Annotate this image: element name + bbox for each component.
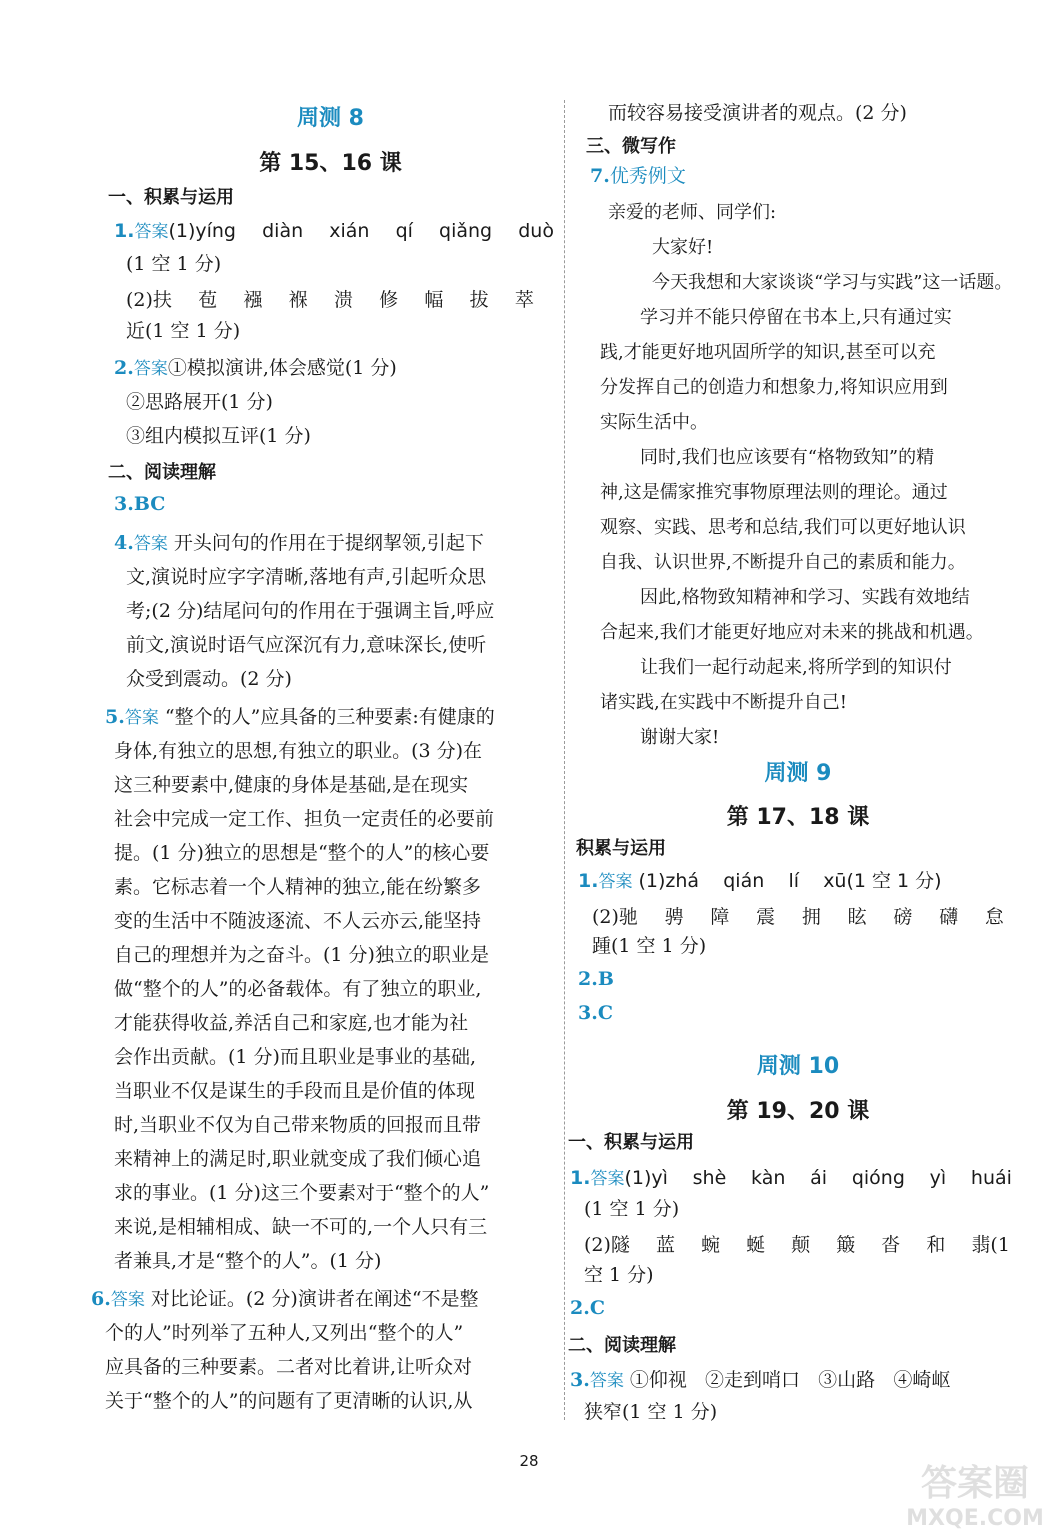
answer-tag: 答案 xyxy=(598,872,633,892)
essay-line: 亲爱的老师、同学们: xyxy=(608,202,777,223)
q5-line16: 来说,是相辅相成、缺一不可的,一个人只有三 xyxy=(114,1216,488,1238)
q5-line6: 素。它标志着一个人精神的独立,能在纷繁多 xyxy=(114,876,482,898)
q5-line10: 才能获得收益,养活自己和家庭,也才能为社 xyxy=(114,1012,469,1034)
q5-line9: 做“整个的人”的必备载体。有了独立的职业, xyxy=(114,978,482,1000)
q5-line11: 会作出贡献。(1 分)而且职业是事业的基础, xyxy=(114,1046,476,1068)
q5-line4: 社会中完成一定工作、担负一定责任的必要前 xyxy=(114,808,495,830)
q5-line1: 5.答案 “整个的人”应具备的三种要素:有健康的 xyxy=(105,706,495,728)
essay-line: 谢谢大家! xyxy=(640,727,720,748)
section-accumulation-9: 积累与运用 xyxy=(576,838,666,859)
q6-line2: 个的人”时列举了五种人,又列出“整个的人” xyxy=(105,1322,464,1344)
week-10-heading: 周测 10 xyxy=(756,1054,840,1079)
essay-line: 神,这是儒家推究事物原理法则的理论。通过 xyxy=(600,482,948,503)
w9-q1-line2: (2)驰 骋 障 震 拥 眩 磅 礴 怠 xyxy=(592,906,1004,928)
w10-q2-answer: 2.C xyxy=(570,1297,605,1319)
q1-line1: 1.答案(1)yíng diàn xián qí qiǎng duò xyxy=(114,220,554,242)
q5-line15: 求的事业。(1 分)这三个要素对于“整个的人” xyxy=(114,1182,490,1204)
q4-line5: 众受到震动。(2 分) xyxy=(126,668,292,690)
essay-line: 自我、认识世界,不断提升自己的素质和能力。 xyxy=(600,552,966,573)
q5-line13: 时,当职业不仅为自己带来物质的回报而且带 xyxy=(114,1114,482,1136)
q6-line3: 应具备的三种要素。二者对比着讲,让听众对 xyxy=(105,1356,473,1378)
section-accumulation: 一、积累与运用 xyxy=(108,187,234,208)
w9-q3-answer: 3.C xyxy=(578,1002,613,1024)
essay-line: 因此,格物致知精神和学习、实践有效地结 xyxy=(640,587,970,608)
essay-line: 践,才能更好地巩固所学的知识,甚至可以充 xyxy=(600,342,936,363)
q5-line8: 自己的理想并为之奋斗。(1 分)独立的职业是 xyxy=(114,944,489,966)
w10-q1-line3: (2)隧 蓝 蜿 蜒 颠 簸 沓 和 翡(1 xyxy=(584,1234,1010,1256)
essay-line: 合起来,我们才能更好地应对未来的挑战和机遇。 xyxy=(600,622,984,643)
answer-tag: 答案 xyxy=(133,534,168,554)
essay-line: 今天我想和大家谈谈“学习与实践”这一话题。 xyxy=(652,272,1013,293)
q2-line3: ③组内模拟互评(1 分) xyxy=(126,425,311,447)
q4-line4: 前文,演说时语气应深沉有力,意味深长,使听 xyxy=(126,634,487,656)
q2-line2: ②思路展开(1 分) xyxy=(126,391,273,413)
w9-q1-line3: 踵(1 空 1 分) xyxy=(592,935,707,957)
q6-line1: 6.答案 对比论证。(2 分)演讲者在阐述“不是整 xyxy=(91,1288,479,1310)
q5-line3: 这三种要素中,健康的身体是基础,是在现实 xyxy=(114,774,469,796)
watermark-text: 答案圈 xyxy=(920,1463,1030,1504)
q2-line1: 2.答案①模拟演讲,体会感觉(1 分) xyxy=(114,357,397,379)
w10-q1-line1: 1.答案(1)yì shè kàn ái qióng yì huái xyxy=(570,1167,1012,1189)
q5-line17: 者兼具,才是“整个的人”。(1 分) xyxy=(114,1250,382,1272)
q3-answer: 3.BC xyxy=(114,493,166,515)
q6-continuation: 而较容易接受演讲者的观点。(2 分) xyxy=(608,102,907,124)
q6-line4: 关于“整个的人”的问题有了更清晰的认识,从 xyxy=(105,1390,473,1412)
watermark-logo xyxy=(900,1455,1050,1531)
w10-q3-line1: 3.答案 ①仰视 ②走到哨口 ③山路 ④崎岖 xyxy=(570,1369,951,1391)
lesson-19-20-heading: 第 19、20 课 xyxy=(726,1099,870,1124)
essay-line: 让我们一起行动起来,将所学到的知识付 xyxy=(640,657,952,678)
lesson-15-16-heading: 第 15、16 课 xyxy=(259,151,402,176)
q5-line7: 变的生活中不随波逐流、不人云亦云,能坚持 xyxy=(114,910,482,932)
w9-q1-line1: 1.答案 (1)zhá qián lí xū(1 空 1 分) xyxy=(578,870,942,892)
answer-tag: 答案 xyxy=(110,1290,145,1310)
q7-heading: 7.优秀例文 xyxy=(590,165,686,187)
q5-line2: 身体,有独立的思想,有独立的职业。(3 分)在 xyxy=(114,740,483,762)
q1-line2: (1 空 1 分) xyxy=(126,253,222,275)
q1-line3: (2)扶 苞 襁 褓 溃 修 幅 拔 萃 xyxy=(126,289,534,311)
w9-q2-answer: 2.B xyxy=(578,968,614,990)
week-8-heading: 周测 8 xyxy=(297,106,364,131)
essay-line: 实际生活中。 xyxy=(600,412,708,433)
answer-tag: 答案 xyxy=(589,1371,624,1391)
answer-tag: 答案 xyxy=(590,1169,625,1189)
q5-line14: 来精神上的满足时,职业就变成了我们倾心追 xyxy=(114,1148,482,1170)
essay-line: 学习并不能只停留在书本上,只有通过实 xyxy=(640,307,952,328)
answer-tag: 答案 xyxy=(134,222,169,242)
section-accumulation-10: 一、积累与运用 xyxy=(568,1132,694,1153)
q4-line3: 考;(2 分)结尾问句的作用在于强调主旨,呼应 xyxy=(126,600,495,622)
q4-line1: 4.答案 开头问句的作用在于提纲挈领,引起下 xyxy=(114,532,484,554)
q5-line5: 提。(1 分)独立的思想是“整个的人”的核心要 xyxy=(114,842,490,864)
column-divider xyxy=(564,100,565,1420)
answer-tag: 答案 xyxy=(133,359,168,379)
week-9-heading: 周测 9 xyxy=(764,761,832,786)
w10-q3-line2: 狭窄(1 空 1 分) xyxy=(584,1401,718,1423)
essay-line: 同时,我们也应该要有“格物致知”的精 xyxy=(640,447,935,468)
watermark-url: MXQE.COM xyxy=(906,1506,1044,1531)
answer-tag: 答案 xyxy=(124,708,159,728)
q5-line12: 当职业不仅是谋生的手段而且是价值的体现 xyxy=(114,1080,476,1102)
q1-number: 1. xyxy=(114,220,135,242)
section-reading-10: 二、阅读理解 xyxy=(568,1335,676,1356)
q1-line4: 近(1 空 1 分) xyxy=(126,320,241,342)
w10-q1-line2: (1 空 1 分) xyxy=(584,1198,680,1220)
q4-line2: 文,演说时应字字清晰,落地有声,引起听众思 xyxy=(126,566,487,588)
essay-line: 观察、实践、思考和总结,我们可以更好地认识 xyxy=(600,517,966,538)
essay-line: 诸实践,在实践中不断提升自己! xyxy=(600,692,847,713)
essay-line: 分发挥自己的创造力和想象力,将知识应用到 xyxy=(600,377,948,398)
w10-q1-line4: 空 1 分) xyxy=(584,1264,654,1286)
essay-line: 大家好! xyxy=(652,237,714,258)
section-writing: 三、微写作 xyxy=(586,136,676,157)
section-reading: 二、阅读理解 xyxy=(108,462,216,483)
page-number: 28 xyxy=(519,1452,539,1470)
lesson-17-18-heading: 第 17、18 课 xyxy=(726,805,870,830)
